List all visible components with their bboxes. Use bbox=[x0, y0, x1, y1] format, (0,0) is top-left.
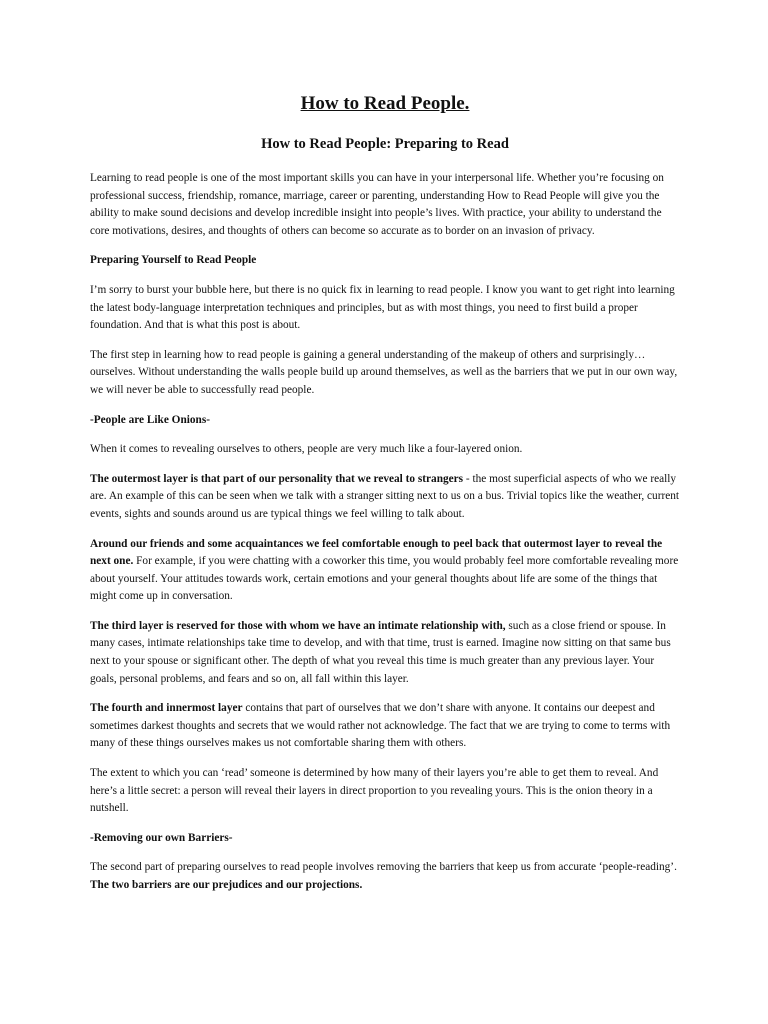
section-heading-preparing: Preparing Yourself to Read People bbox=[90, 254, 257, 267]
paragraph-layer-2 bbox=[90, 536, 680, 606]
intro-paragraph: Learning to read people is one of the most important skills you can have in your interpersonal life. Whether you’re focusing on professional success, friendship, romance, marriage, career or parenting, understanding How to Read People will give you the ability to make sound decisions and develop incredible insight into people’s lives. With practice, your ability to understand the core motivations, desires, and thoughts of others can become so accurate as to border on an invasion of privacy. bbox=[90, 172, 664, 237]
layer-3-bold-text: The third layer is reserved for those with whom we have an intimate relationship with, bbox=[90, 619, 506, 632]
layer-1-text: - the most superficial aspects of who we really are. An example of this can be seen when we talk with a stranger sitting next to us on a bus. Trivial topics like the weather, current events, sights and sounds around us are typical things we feel willing to talk about. bbox=[90, 472, 680, 520]
paragraph-layer-3 bbox=[90, 618, 680, 688]
page-subtitle: How to Read People: Preparing to Read bbox=[261, 136, 509, 152]
section-heading-onions: -People are Like Onions- bbox=[90, 413, 210, 426]
paragraph-sorry: I’m sorry to burst your bubble here, but there is no quick fix in learning to read people. I know you want to get right into learning the latest body-language interpretation techniques and principles, but as with most things, you need to first build a proper foundation. And that is what this post is about. bbox=[90, 283, 675, 332]
section-heading-barriers: -Removing our own Barriers- bbox=[90, 831, 233, 844]
paragraph-first-step: The first step in learning how to read people is gaining a general understanding of the makeup of others and surprisingly… ourselves. Without understanding the walls people build up around themselves, as well as the barriers that we put in our own way, we will never be able to successfully read people. bbox=[90, 348, 678, 396]
paragraph-extent: The extent to which you can ‘read’ someone is determined by how many of their layers you’re able to get them to reveal. And here’s a little secret: a person will reveal their layers in direct proportion to you revealing yours. This is the onion theory in a nutshell. bbox=[90, 767, 659, 815]
paragraph-layer-1 bbox=[90, 471, 680, 524]
layer-4-text: contains that part of ourselves that we don’t share with anyone. It contains our deepest and sometimes darkest thoughts and secrets that we would rather not acknowledge. The fact that we are trying to come to terms with many of these things ourselves makes us not comfortable sharing them with others. bbox=[90, 702, 671, 750]
layer-2-text: For example, if you were chatting with a coworker this time, you would probably feel more comfortable revealing more about yourself. Your attitudes towards work, certain emotions and your general thoughts about life are some of the things that might come up in conversation. bbox=[90, 555, 679, 603]
paragraph-second-part bbox=[90, 859, 680, 894]
second-part-text: The second part of preparing ourselves to read people involves removing the barriers that keep us from accurate ‘people-reading’. bbox=[90, 861, 677, 874]
layer-1-bold-text: The outermost layer is that part of our personality that we reveal to strangers bbox=[90, 472, 464, 485]
layer-3-text: such as a close friend or spouse. In many cases, intimate relationships take time to develop, and with that time, trust is earned. Imagine now sitting on that same bus next to your spouse or significant other. The depth of what you reveal this time is much greater than any previous layer. Your goals, personal problems, and fears and so on, all fall within this layer. bbox=[90, 619, 671, 685]
second-part-bold-text: The two barriers are our prejudices and our projections. bbox=[90, 879, 363, 891]
page-title: How to Read People. bbox=[300, 93, 470, 114]
paragraph-onion: When it comes to revealing ourselves to others, people are very much like a four-layered onion. bbox=[90, 443, 523, 456]
paragraph-layer-4 bbox=[90, 700, 680, 753]
layer-4-bold-text: The fourth and innermost layer bbox=[90, 702, 243, 715]
layer-2-bold-text: Around our friends and some acquaintances we feel comfortable enough to peel back that outermost layer to reveal the next one. bbox=[90, 537, 663, 568]
